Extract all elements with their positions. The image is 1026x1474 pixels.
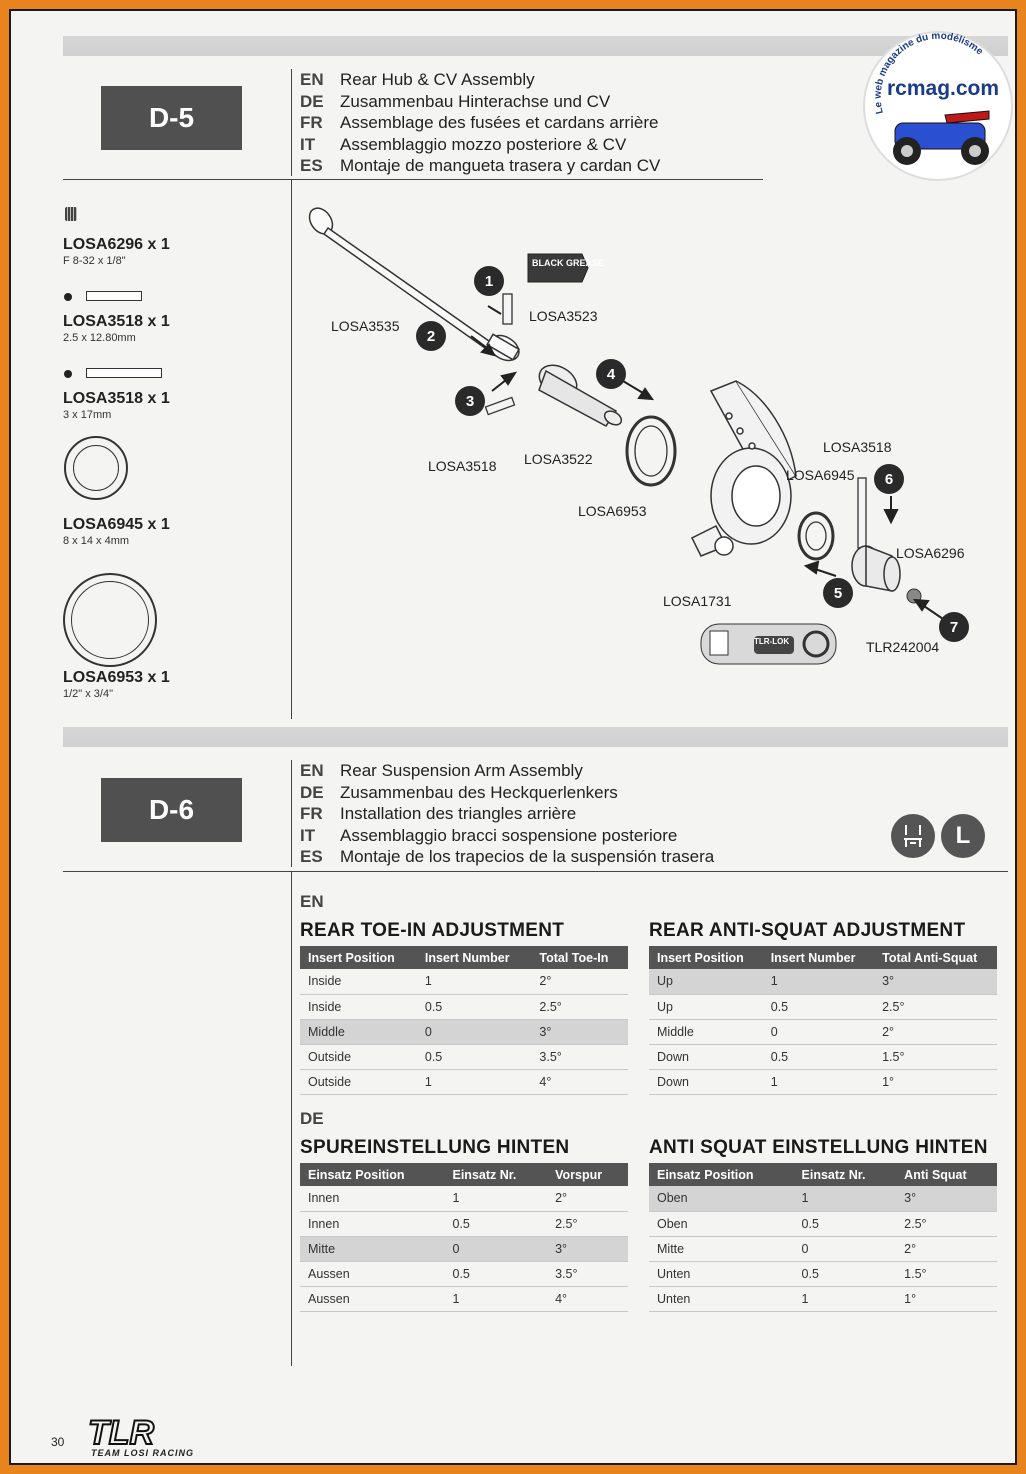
part-dimension: 3 x 17mm — [63, 409, 112, 421]
table-cell: 0.5 — [445, 1211, 548, 1236]
divider — [291, 871, 292, 1366]
bearing-6945-icon — [799, 513, 833, 559]
table-cell: Up — [649, 969, 763, 994]
left-side-icon: L — [941, 814, 985, 858]
col-header: Total Anti-Squat — [874, 946, 997, 969]
table-cell: Oben — [649, 1186, 794, 1211]
table-row — [649, 994, 997, 1019]
d5-title-de — [300, 91, 660, 113]
lang-code: ES — [300, 156, 323, 175]
table-cell: 2° — [896, 1236, 997, 1261]
d5-title-list — [300, 69, 660, 177]
hub-carrier-icon — [692, 381, 796, 556]
callout-losa6945: LOSA6945 — [786, 467, 855, 483]
table-cell: 2.5° — [896, 1211, 997, 1236]
lang-code: FR — [300, 804, 323, 823]
table-row — [300, 1211, 628, 1236]
part-name: LOSA3518 x 1 — [63, 390, 170, 407]
lang-text: Assemblaggio mozzo posteriore & CV — [340, 134, 627, 154]
table-cell: 2° — [547, 1186, 628, 1211]
table-cell: 1 — [417, 969, 532, 994]
table-cell: Innen — [300, 1186, 445, 1211]
en-label: EN — [300, 892, 324, 911]
callout-losa3522: LOSA3522 — [524, 451, 593, 467]
table-cell: 2° — [531, 969, 628, 994]
lang-code: IT — [300, 825, 316, 845]
manual-page — [9, 9, 1017, 1465]
table-row — [300, 1261, 628, 1286]
part-losa6953 — [63, 669, 170, 700]
table-cell: 3.5° — [531, 1044, 628, 1069]
svg-text:rcmag.com: rcmag.com — [887, 77, 1000, 100]
lang-text: Rear Hub & CV Assembly — [340, 70, 535, 89]
callout-losa3523: LOSA3523 — [529, 308, 598, 324]
table-cell: 0.5 — [445, 1261, 548, 1286]
table-cell: Mitte — [649, 1236, 794, 1261]
tlr-subtitle: TEAM LOSI RACING — [91, 1448, 194, 1458]
table-cell: Aussen — [300, 1261, 445, 1286]
bearing-inner-icon — [71, 581, 149, 659]
table-cell: Inside — [300, 994, 417, 1019]
col-header: Einsatz Nr. — [794, 1163, 897, 1186]
table-cell: 0.5 — [417, 994, 532, 1019]
col-header: Einsatz Position — [649, 1163, 794, 1186]
table-cell: 1 — [763, 1069, 874, 1094]
divider — [291, 69, 292, 176]
callout-tlr242004: TLR242004 — [866, 639, 940, 655]
step-num-5: 5 — [823, 578, 853, 608]
table-cell: Mitte — [300, 1236, 445, 1261]
pin-icon — [86, 368, 162, 378]
col-header: Insert Number — [763, 946, 874, 969]
bearing-inner-icon — [73, 445, 119, 491]
table-cell: 1° — [874, 1069, 997, 1094]
toe-in-table-de — [300, 1163, 628, 1312]
lang-text: Installation des triangles arrière — [340, 804, 577, 823]
part-losa3518-b — [63, 390, 170, 421]
step-num-2: 2 — [416, 321, 446, 351]
toe-in-title-de: SPUREINSTELLUNG HINTEN — [300, 1137, 570, 1158]
table-cell: 3.5° — [547, 1261, 628, 1286]
lang-code: FR — [300, 113, 323, 132]
section-band-d6 — [63, 727, 1008, 747]
table-cell: Unten — [649, 1286, 794, 1311]
d6-title-de — [300, 782, 714, 804]
table-row — [300, 969, 628, 994]
table-cell: 3° — [547, 1236, 628, 1261]
d5-title-en — [300, 69, 660, 91]
table-cell: 1 — [417, 1069, 532, 1094]
lang-code: EN — [300, 761, 324, 780]
table-row — [300, 1186, 628, 1211]
table-cell: Oben — [649, 1211, 794, 1236]
part-dimension: 2.5 x 12.80mm — [63, 332, 136, 344]
pin-3518-vertical-icon — [858, 478, 866, 548]
table-cell: Inside — [300, 969, 417, 994]
pin-3523-icon — [503, 294, 512, 324]
table-row — [300, 1286, 628, 1311]
part-name: LOSA6296 x 1 — [63, 236, 170, 253]
toe-in-title-en: REAR TOE-IN ADJUSTMENT — [300, 920, 565, 941]
part-dimension: 8 x 14 x 4mm — [63, 535, 130, 547]
lang-text: Assemblage des fusées et cardans arrière — [340, 113, 659, 132]
tlr-lok-label: TLR-LOK — [754, 637, 790, 646]
screw-icon — [65, 207, 77, 221]
d5-title-fr — [300, 112, 660, 134]
lang-text: Montaje de mangueta trasera y cardan CV — [340, 156, 661, 175]
divider — [291, 760, 292, 867]
table-cell: Middle — [649, 1019, 763, 1044]
table-cell: Down — [649, 1044, 763, 1069]
lang-text: Montaje de los trapecios de la suspensión trasera — [340, 847, 715, 866]
pin-3518-icon — [485, 397, 514, 414]
col-header: Einsatz Nr. — [445, 1163, 548, 1186]
table-row — [300, 1044, 628, 1069]
table-cell: 1 — [763, 969, 874, 994]
col-header: Vorspur — [547, 1163, 628, 1186]
table-cell: 2.5° — [547, 1211, 628, 1236]
part-losa6945 — [63, 516, 170, 547]
divider — [291, 179, 292, 719]
exploded-view-svg — [296, 196, 1016, 676]
table-row — [649, 1211, 997, 1236]
rcmag-logo-icon — [865, 33, 1011, 179]
step-num-6: 6 — [874, 464, 904, 494]
table-cell: 0 — [445, 1236, 548, 1261]
table-cell: 4° — [531, 1069, 628, 1094]
d6-title-list — [300, 760, 714, 868]
toe-in-table-en — [300, 946, 628, 1095]
part-name: LOSA3518 x 1 — [63, 313, 170, 330]
divider — [63, 871, 1008, 872]
lang-text: Rear Suspension Arm Assembly — [340, 761, 583, 780]
table-row — [649, 1044, 997, 1069]
de-label: DE — [300, 1109, 324, 1128]
svg-text:BLACK GREASE: BLACK GREASE — [532, 258, 605, 268]
part-losa3518-a — [63, 313, 170, 344]
table-cell: 1 — [445, 1186, 548, 1211]
svg-text:Le web magazine du modélisme: Le web magazine du modélisme — [872, 33, 985, 115]
lang-text: Zusammenbau Hinterachse und CV — [340, 91, 611, 111]
step-num-3: 3 — [455, 386, 485, 416]
col-header: Insert Position — [649, 946, 763, 969]
rcmag-logo — [863, 31, 1013, 181]
table-cell: 2.5° — [531, 994, 628, 1019]
lang-code: EN — [300, 70, 324, 89]
table-cell: Up — [649, 994, 763, 1019]
bearing-6953-icon — [627, 417, 675, 485]
table-row — [300, 1069, 628, 1094]
table-row — [649, 1019, 997, 1044]
part-name: LOSA6953 x 1 — [63, 669, 170, 686]
table-cell: 0 — [794, 1236, 897, 1261]
callout-losa3518-a: LOSA3518 — [428, 458, 497, 474]
table-cell: Outside — [300, 1069, 417, 1094]
table-row — [649, 969, 997, 994]
table-cell: 0 — [763, 1019, 874, 1044]
anti-squat-title-de: ANTI SQUAT EINSTELLUNG HINTEN — [649, 1137, 988, 1158]
table-cell: 1 — [445, 1286, 548, 1311]
d6-title-es — [300, 846, 714, 868]
part-dimension: F 8-32 x 1/8" — [63, 255, 126, 267]
part-dimension: 1/2" x 3/4" — [63, 688, 114, 700]
table-cell: 2° — [874, 1019, 997, 1044]
table-cell: 1 — [794, 1186, 897, 1211]
table-cell: Middle — [300, 1019, 417, 1044]
table-row — [649, 1069, 997, 1094]
col-header: Anti Squat — [896, 1163, 997, 1186]
table-row — [649, 1286, 997, 1311]
step-num-1: 1 — [474, 266, 504, 296]
step-badge-d6: D-6 — [101, 778, 242, 842]
table-cell: 2.5° — [874, 994, 997, 1019]
table-cell: Aussen — [300, 1286, 445, 1311]
part-losa6296 — [63, 236, 170, 267]
black-grease-tag-icon — [528, 254, 604, 282]
table-cell: 1 — [794, 1286, 897, 1311]
lang-text: Assemblaggio bracci sospensione posteriore — [340, 825, 678, 845]
table-row — [300, 1019, 628, 1044]
d6-title-fr — [300, 803, 714, 825]
step-num-7: 7 — [939, 612, 969, 642]
lang-code: IT — [300, 134, 316, 154]
table-cell: Innen — [300, 1211, 445, 1236]
d5-exploded-diagram — [296, 196, 1016, 676]
col-header: Insert Position — [300, 946, 417, 969]
table-cell: 3° — [896, 1186, 997, 1211]
pin-end-icon — [64, 370, 72, 378]
table-cell: 0.5 — [794, 1211, 897, 1236]
col-header: Total Toe-In — [531, 946, 628, 969]
table-cell: 1° — [896, 1286, 997, 1311]
col-header: Insert Number — [417, 946, 532, 969]
tlr-logo-icon — [86, 1416, 226, 1448]
pin-icon — [86, 291, 142, 301]
table-cell: 1.5° — [896, 1261, 997, 1286]
table-cell: 1.5° — [874, 1044, 997, 1069]
step-num-4: 4 — [596, 359, 626, 389]
lang-code: DE — [300, 91, 324, 111]
callout-losa6953: LOSA6953 — [578, 503, 647, 519]
d5-title-it — [300, 134, 660, 156]
callout-losa3535: LOSA3535 — [331, 318, 400, 334]
col-header: Einsatz Position — [300, 1163, 445, 1186]
lang-text: Zusammenbau des Heckquerlenkers — [340, 782, 618, 802]
table-cell: 0.5 — [763, 994, 874, 1019]
table-cell: 3° — [874, 969, 997, 994]
d6-title-it — [300, 825, 714, 847]
divider — [63, 179, 763, 180]
table-row — [300, 994, 628, 1019]
step-badge-d5: D-5 — [101, 86, 242, 150]
anti-squat-title-en: REAR ANTI-SQUAT ADJUSTMENT — [649, 920, 966, 941]
table-cell: 0.5 — [417, 1044, 532, 1069]
table-cell: 4° — [547, 1286, 628, 1311]
table-row — [649, 1261, 997, 1286]
table-cell: 3° — [531, 1019, 628, 1044]
anti-squat-table-de — [649, 1163, 997, 1312]
callout-losa1731: LOSA1731 — [663, 593, 732, 609]
table-row — [649, 1186, 997, 1211]
table-row — [649, 1236, 997, 1261]
table-cell: 0.5 — [794, 1261, 897, 1286]
pin-end-icon — [64, 293, 72, 301]
callout-losa6296: LOSA6296 — [896, 545, 965, 561]
d5-title-es — [300, 155, 660, 177]
table-cell: Down — [649, 1069, 763, 1094]
table-cell: 0.5 — [763, 1044, 874, 1069]
axle-icon — [852, 546, 900, 591]
table-row — [300, 1236, 628, 1261]
callout-losa3518-b: LOSA3518 — [823, 439, 892, 455]
svg-text:TLR: TLR — [88, 1416, 155, 1448]
page-number: 30 — [51, 1435, 65, 1449]
table-cell: 0 — [417, 1019, 532, 1044]
lang-code: ES — [300, 847, 323, 866]
anti-squat-table-en — [649, 946, 997, 1095]
table-cell: Unten — [649, 1261, 794, 1286]
lang-code: DE — [300, 782, 324, 802]
d6-title-en — [300, 760, 714, 782]
table-cell: Outside — [300, 1044, 417, 1069]
part-name: LOSA6945 x 1 — [63, 516, 170, 533]
toe-link-icon — [891, 814, 935, 858]
